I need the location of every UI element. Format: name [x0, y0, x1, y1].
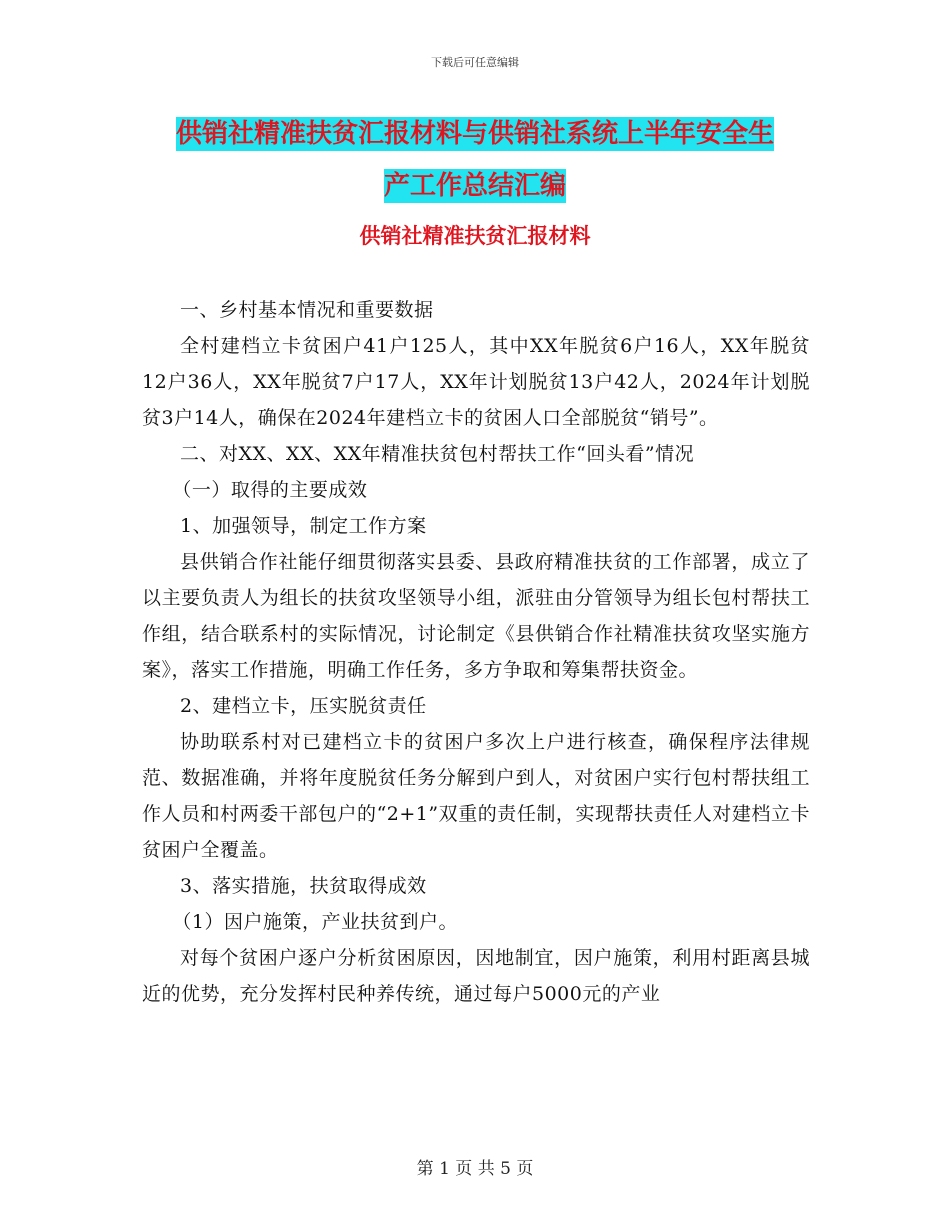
section-title: 供销社精准扶贫汇报材料: [359, 224, 591, 248]
paragraph-industry: 对每个贫困户逐户分析贫困原因，因地制宜，因户施策，利用村距离县城近的优势，充分发挥村民种养传统，通过每户5000元的产业: [142, 947, 810, 1005]
heading-measures: 3、落实措施，扶贫取得成效: [180, 875, 427, 897]
paragraph-filing: 协助联系村对已建档立卡的贫困户多次上户进行核查，确保程序法律规范、数据准确，并将年度脱贫任务分解到户到人，对贫困户实行包村帮扶组工作人员和村两委干部包户的“2+1”双重的责任制，实现帮扶责任人对建档立卡贫困户全覆盖。: [142, 731, 810, 861]
document-title: [0, 108, 950, 212]
document-body: [142, 292, 810, 1012]
heading-village-data: 一、乡村基本情况和重要数据: [180, 299, 434, 321]
paragraph-village-data: 全村建档立卡贫困户41户125人，其中XX年脱贫6户16人，XX年脱贫12户36人，XX年脱贫7户17人，XX年计划脱贫13户42人，2024年计划脱贫3户14人，确保在2024年建档立卡的贫困人口全部脱贫“销号”。: [142, 335, 810, 429]
paragraph-leadership: 县供销合作社能仔细贯彻落实县委、县政府精准扶贫的工作部署，成立了以主要负责人为组长的扶贫攻坚领导小组，派驻由分管领导为组长包村帮扶工作组，结合联系村的实际情况，讨论制定《县供销合作社精准扶贫攻坚实施方案》，落实工作措施，明确工作任务，多方争取和筹集帮扶资金。: [142, 551, 810, 681]
heading-achievements: （一）取得的主要成效: [172, 479, 368, 501]
document-title-line-2: 产工作总结汇编: [383, 171, 566, 201]
document-title-line-1: 供销社精准扶贫汇报材料与供销社系统上半年安全生: [175, 119, 774, 149]
heading-leadership: 1、加强领导，制定工作方案: [180, 515, 427, 537]
page-number: 第 1 页 共 5 页: [416, 1159, 534, 1179]
heading-review: 二、对XX、XX、XX年精准扶贫包村帮扶工作“回头看”情况: [180, 443, 695, 465]
heading-industry: （1）因户施策，产业扶贫到户。: [172, 911, 458, 933]
header-note: 下载后可任意编辑: [431, 56, 519, 69]
heading-filing: 2、建档立卡，压实脱贫责任: [180, 695, 427, 717]
